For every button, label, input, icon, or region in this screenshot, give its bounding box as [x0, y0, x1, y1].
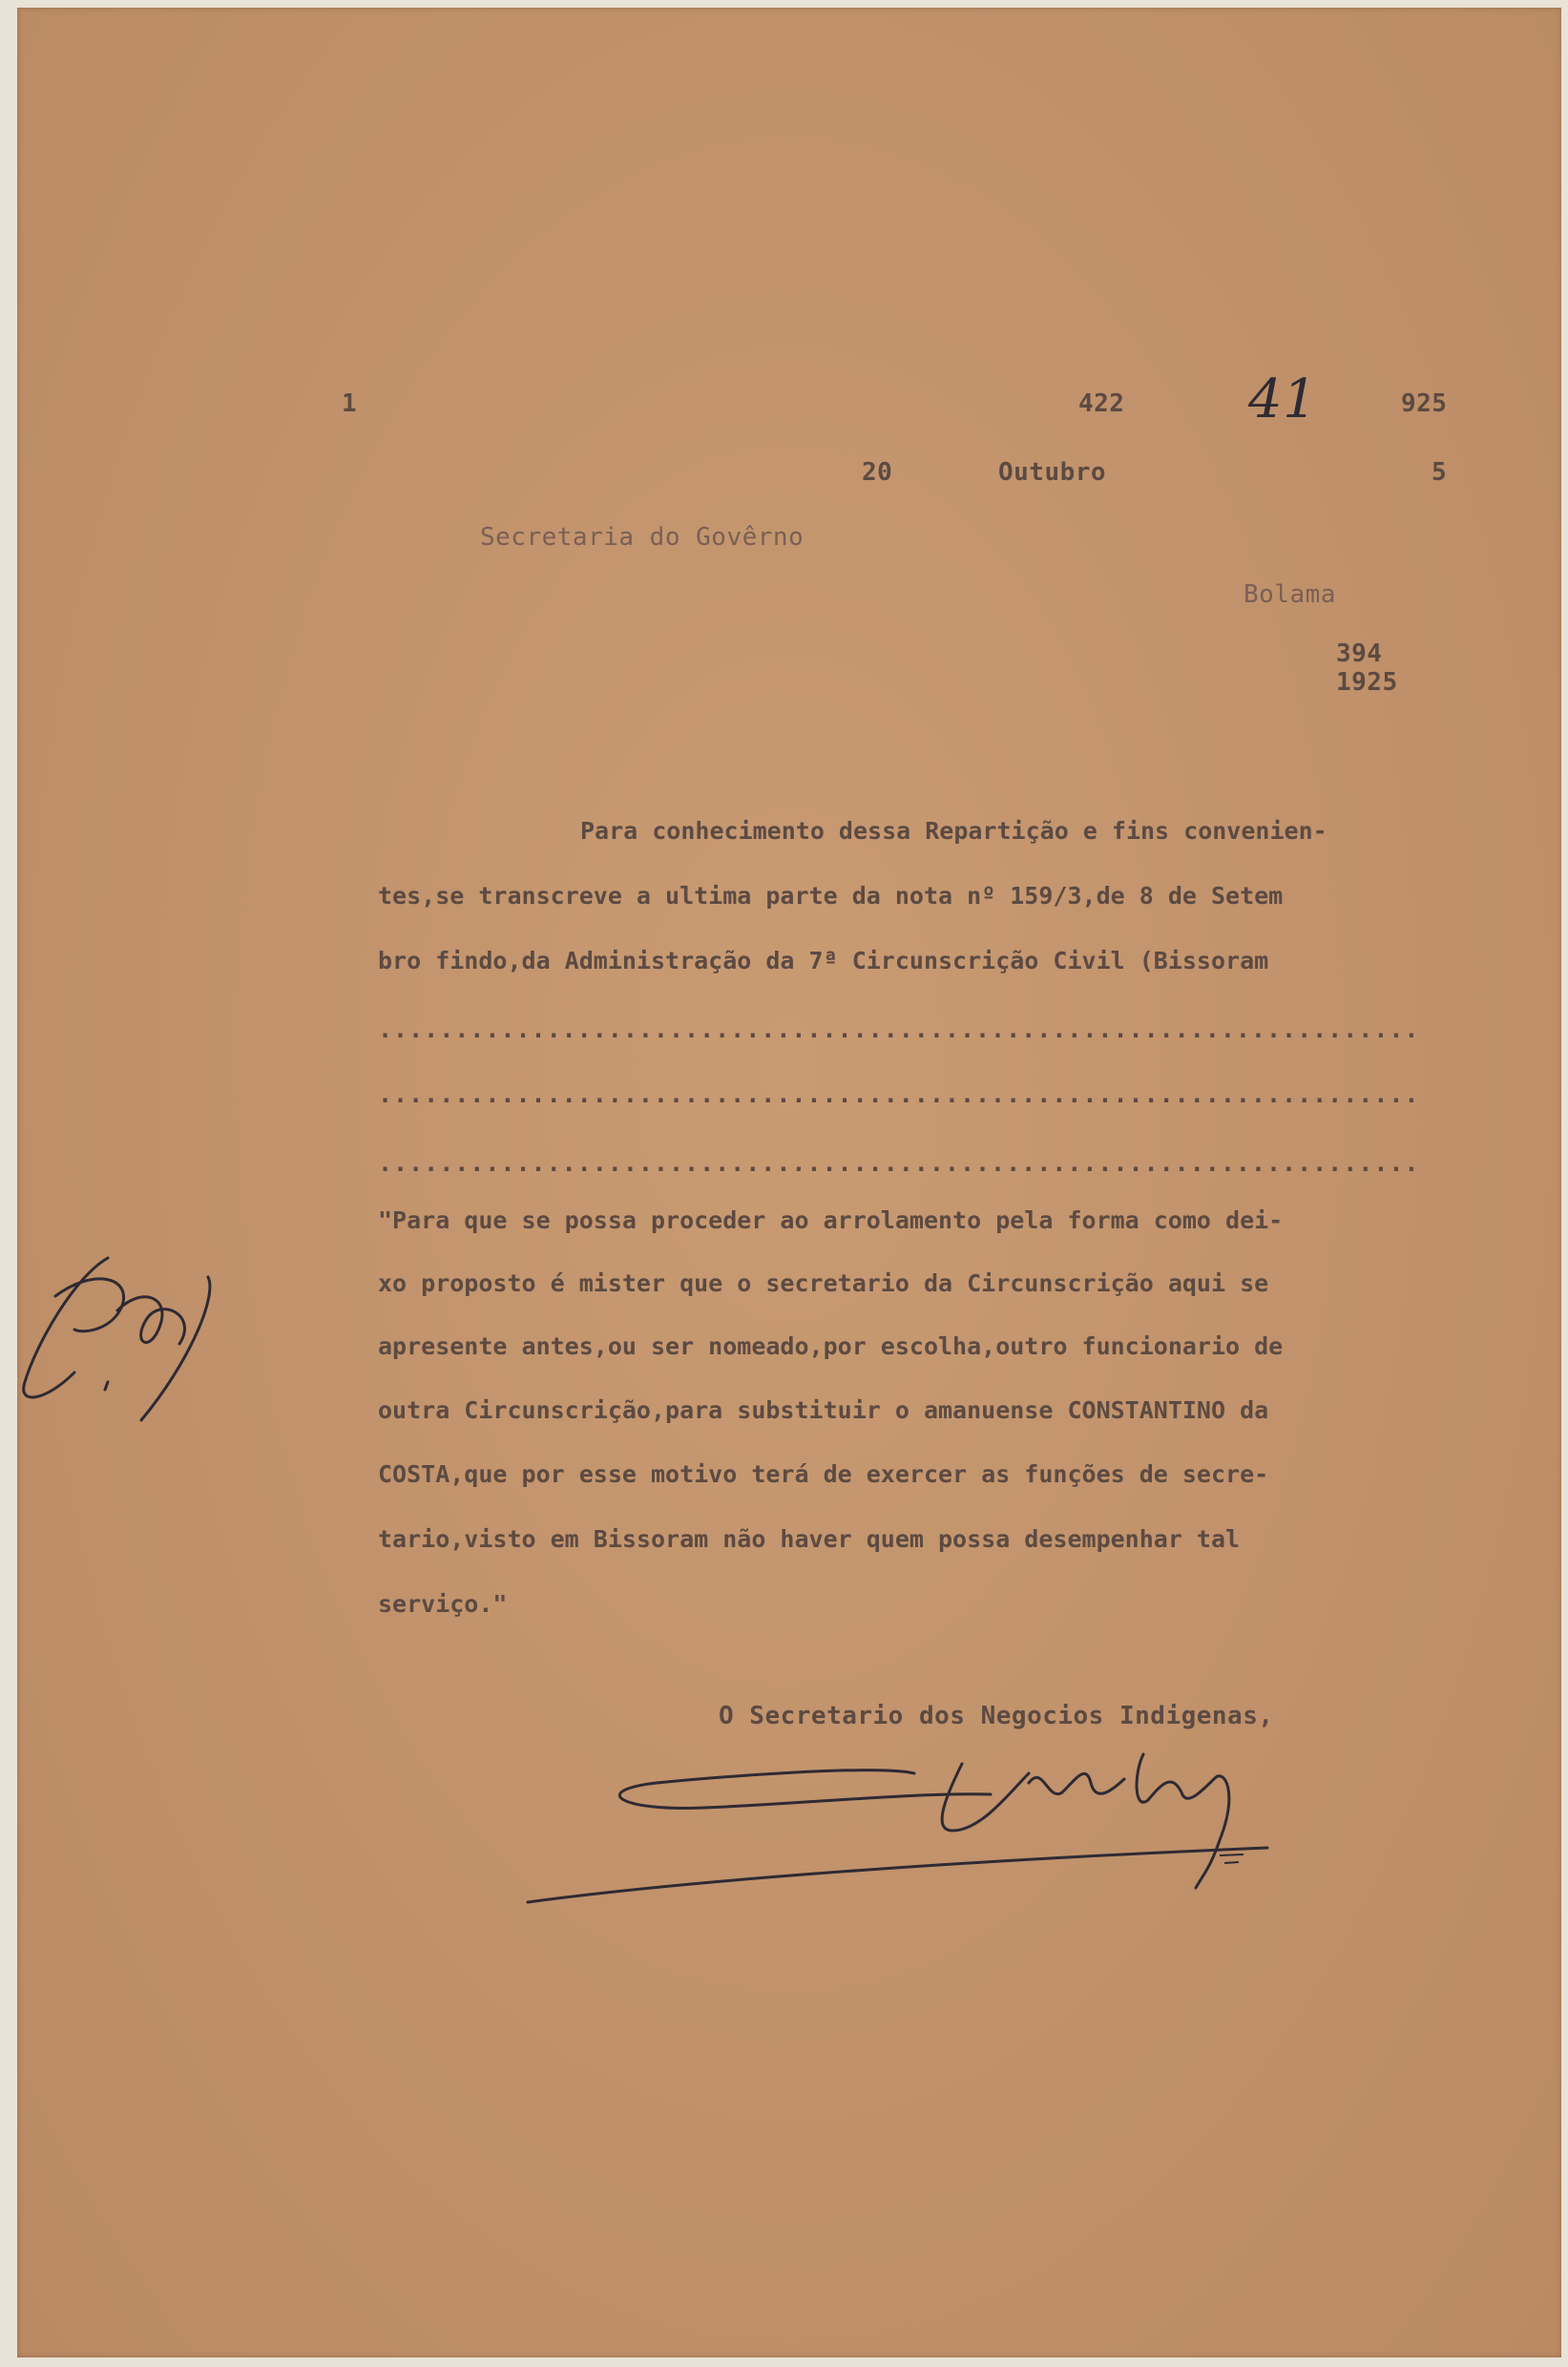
process-number: 394 [1336, 639, 1383, 668]
quote-line: serviço." [378, 1590, 508, 1618]
handwritten-reference: 41 [1248, 368, 1318, 430]
quote-line: COSTA,que por esse motivo terá de exercer as funções de secre- [378, 1460, 1269, 1488]
quote-line: xo proposto é mister que o secretario da Circunscrição aqui se [378, 1269, 1269, 1297]
reference-number: 422 [1078, 389, 1125, 418]
place: Bolama [1244, 580, 1336, 609]
dotted-line: .................................................................... [378, 1080, 1420, 1108]
reference-year: 925 [1401, 389, 1448, 418]
date-day: 20 [862, 458, 893, 487]
official-signature [513, 1687, 1296, 1917]
quote-line: "Para que se possa proceder ao arrolamento pela forma como dei- [378, 1206, 1284, 1234]
body-line: tes,se transcreve a ultima parte da nota nº 159/3,de 8 de Setem [378, 882, 1284, 910]
body-line: bro findo,da Administração da 7ª Circunscrição Civil (Bissoram [378, 947, 1269, 974]
quote-line: outra Circunscrição,para substituir o amanuense CONSTANTINO da [378, 1396, 1269, 1424]
process-year: 1925 [1336, 668, 1398, 697]
dotted-line: .................................................................... [378, 1149, 1420, 1177]
body-line: Para conhecimento dessa Repartição e fins convenien- [580, 817, 1328, 845]
recipient: Secretaria do Govêrno [480, 523, 805, 552]
dotted-line: .................................................................... [378, 1016, 1420, 1043]
document-page [17, 8, 1561, 2357]
date-month: Outubro [998, 458, 1107, 487]
date-year-digit: 5 [1432, 458, 1448, 487]
quote-line: apresente antes,ou ser nomeado,por escolha,outro funcionario de [378, 1332, 1284, 1360]
margin-initials-signature [17, 1239, 265, 1449]
item-number: 1 [342, 389, 358, 418]
signature-title: O Secretario dos Negocios Indigenas, [719, 1702, 1274, 1730]
quote-line: tario,visto em Bissoram não haver quem possa desempenhar tal [378, 1525, 1241, 1553]
